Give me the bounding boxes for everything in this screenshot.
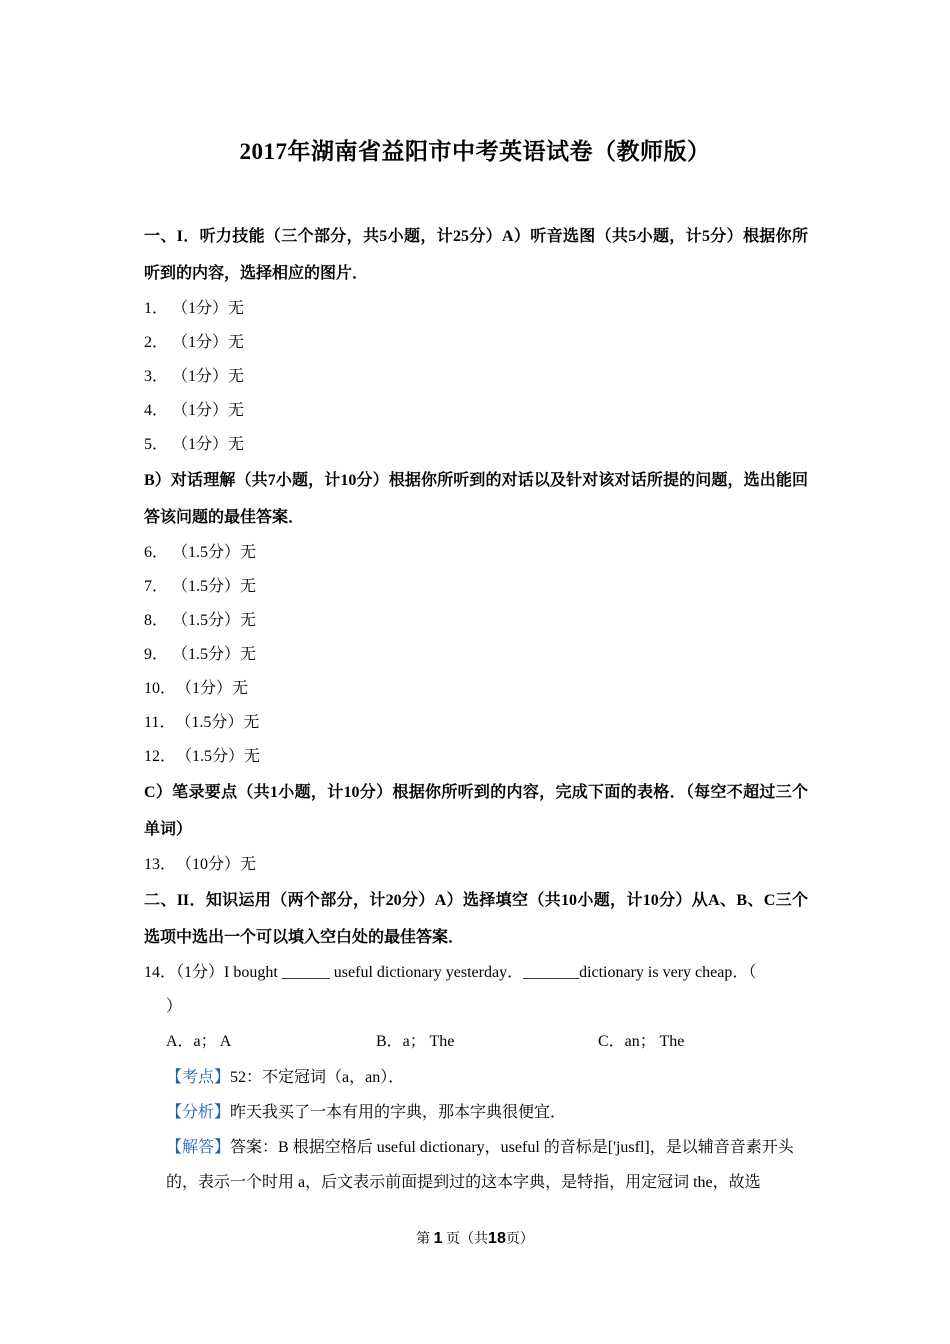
question-item xyxy=(144,360,808,394)
question-number: 8． xyxy=(144,612,169,629)
question-text: （1.5分）无 xyxy=(172,612,257,629)
footer-page-number: 1 xyxy=(433,1230,443,1247)
question-item xyxy=(144,292,808,326)
question-number: 2． xyxy=(144,334,169,351)
answer-paren-close: ） xyxy=(166,998,183,1015)
question-text: （1.5分）无 xyxy=(172,646,257,663)
question-item xyxy=(144,570,808,604)
page-title: 2017年湖南省益阳市中考英语试卷（教师版） xyxy=(239,139,711,164)
question-text: （1分）无 xyxy=(172,436,245,453)
question-item xyxy=(144,394,808,428)
question-number: 4． xyxy=(144,402,169,419)
question-number: 12． xyxy=(144,748,177,765)
section-1c-heading: C）笔录要点（共1小题，计10分）根据你所听到的内容，完成下面的表格．（每空不超过三个单词） xyxy=(144,784,808,838)
question-item xyxy=(144,326,808,360)
question-item xyxy=(144,604,808,638)
page-footer xyxy=(0,1228,950,1248)
question-number: 1． xyxy=(144,300,169,317)
jieda-text: 答案：B 根据空格后 useful dictionary，useful 的音标是['jusfl]，是以辅音音素开头的，表示一个时用 a，后文表示前面提到过的这本字典，是特指，用定冠词 the，故选 xyxy=(166,1139,794,1191)
question-text: （10分）无 xyxy=(176,856,257,873)
question-item xyxy=(144,740,808,774)
question-text: （1.5分）无 xyxy=(176,748,261,765)
question-number: 10． xyxy=(144,680,177,697)
question-14 xyxy=(144,956,808,990)
footer-total-pages: 18 xyxy=(488,1230,506,1247)
section-1-heading: 一、I．听力技能（三个部分，共5小题，计25分）A）听音选图（共5小题，计5分）根据你所听到的内容，选择相应的图片． xyxy=(144,228,808,282)
fenxi-tag: 【分析】 xyxy=(166,1104,231,1121)
question-item xyxy=(144,428,808,462)
question-item xyxy=(144,848,808,882)
option-b: B．a； The xyxy=(376,1033,455,1050)
question-text: （1分）无 xyxy=(176,680,249,697)
question-number: 14． xyxy=(144,964,177,981)
option-a: A．a； A xyxy=(166,1033,232,1050)
section-2-heading: 二、II．知识运用（两个部分，计20分）A）选择填空（共10小题，计10分）从A、B、C三个选项中选出一个可以填入空白处的最佳答案． xyxy=(144,892,808,946)
section-1-items xyxy=(144,292,808,462)
question-number: 9． xyxy=(144,646,169,663)
question-text: （1分）无 xyxy=(172,334,245,351)
footer-middle: 页（共 xyxy=(446,1232,489,1247)
kaodian-text: 52：不定冠词（a，an）． xyxy=(230,1069,405,1086)
question-item xyxy=(144,638,808,672)
kaodian-tag: 【考点】 xyxy=(166,1069,231,1086)
answer-options xyxy=(144,1024,808,1060)
section-1b-heading: B）对话理解（共7小题，计10分）根据你所听到的对话以及针对该对话所提的问题，选出能回答该问题的最佳答案． xyxy=(144,472,808,526)
exam-content xyxy=(144,218,808,1200)
option-c: C．an； The xyxy=(598,1033,685,1050)
question-number: 5． xyxy=(144,436,169,453)
fenxi-text: 昨天我买了一本有用的字典，那本字典很便宜． xyxy=(230,1104,567,1121)
question-number: 6． xyxy=(144,544,169,561)
question-number: 13． xyxy=(144,856,177,873)
question-text: （1分）无 xyxy=(172,300,245,317)
question-number: 3． xyxy=(144,368,169,385)
fenxi-line xyxy=(144,1095,808,1130)
question-text: （1分）I bought ______ useful dictionary yesterday．_______dictionary is very cheap．（ xyxy=(176,964,757,981)
footer-suffix: 页） xyxy=(505,1232,534,1247)
question-text: （1.5分）无 xyxy=(175,714,260,731)
question-item xyxy=(144,706,808,740)
kaodian-line xyxy=(144,1060,808,1095)
jieda-tag: 【解答】 xyxy=(166,1139,231,1156)
question-item xyxy=(144,672,808,706)
section-1c-items xyxy=(144,848,808,882)
footer-prefix: 第 xyxy=(416,1232,431,1247)
question-item xyxy=(144,536,808,570)
question-text: （1.5分）无 xyxy=(172,578,257,595)
question-number: 7． xyxy=(144,578,169,595)
question-text: （1.5分）无 xyxy=(172,544,257,561)
jieda-line xyxy=(144,1130,808,1200)
question-number: 11． xyxy=(144,714,176,731)
question-text: （1分）无 xyxy=(172,402,245,419)
section-1b-items xyxy=(144,536,808,774)
question-text: （1分）无 xyxy=(172,368,245,385)
